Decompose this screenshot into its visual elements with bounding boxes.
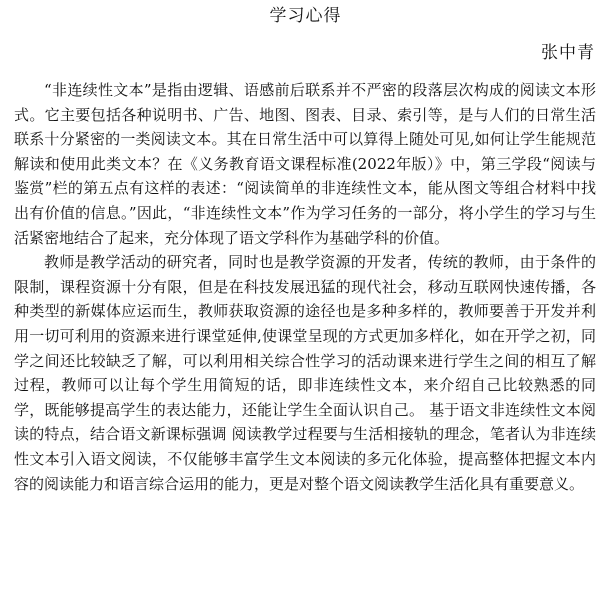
paragraph: “非连续性文本”是指由逻辑、语感前后联系并不严密的段落层次构成的阅读文本形式。它主要包括各种说明书、广告、地图、图表、目录、索引等，是与人们的日常生活联系十分紧密的一类阅读文本。其在日常生活中可以算得上随处可见,如何让学生能规范解读和使用此类文本？在《义务教育语文课程标准(2022年版）》中，第三学段“阅读与鉴赏”栏的第五点有这样的表述：“阅读简单的非连续性文本，能从图文等组合材料中找出有价值的信息。”因此，“非连续性文本”作为学习任务的一部分，将小学生的学习与生活紧密地结合了起来，充分体现了语文学科作为基础学科的价值。 (14, 81, 596, 247)
document-body (14, 78, 596, 496)
document-title: 学习心得 (269, 6, 342, 26)
paragraph: 教师是教学活动的研究者，同时也是教学资源的开发者，传统的教师，由于条件的限制，课程资源十分有限，但是在科技发展迅猛的现代社会，移动互联网快速传播，各种类型的新媒体应运而生，教师获取资源的途径也是多种多样的，教师要善于开发并利用一切可利用的资源来进行课堂延伸,使课堂呈现的方式更加多样化，如在开学之初，同学之间还比较缺乏了解，可以利用相关综合性学习的活动课来进行学生之间的相互了解过程，教师可以让每个学生用简短的话，即非连续性文本，来介绍自己比较熟悉的同学，既能够提高学生的表达能力，还能让学生全面认识自己。 基于语文非连续性文本阅读的特点，结合语文新课标强调 阅读教学过程要与生活相接轨的理念，笔者认为非连续性文本引入语文阅读，不仅能够丰富学生文本阅读的多元化体验，提高整体把握文本内容的阅读能力和语言综合运用的能力，更是对整个语文阅读教学生活化具有重要意义。 (14, 253, 596, 493)
author-name: 张中青 (541, 43, 595, 63)
